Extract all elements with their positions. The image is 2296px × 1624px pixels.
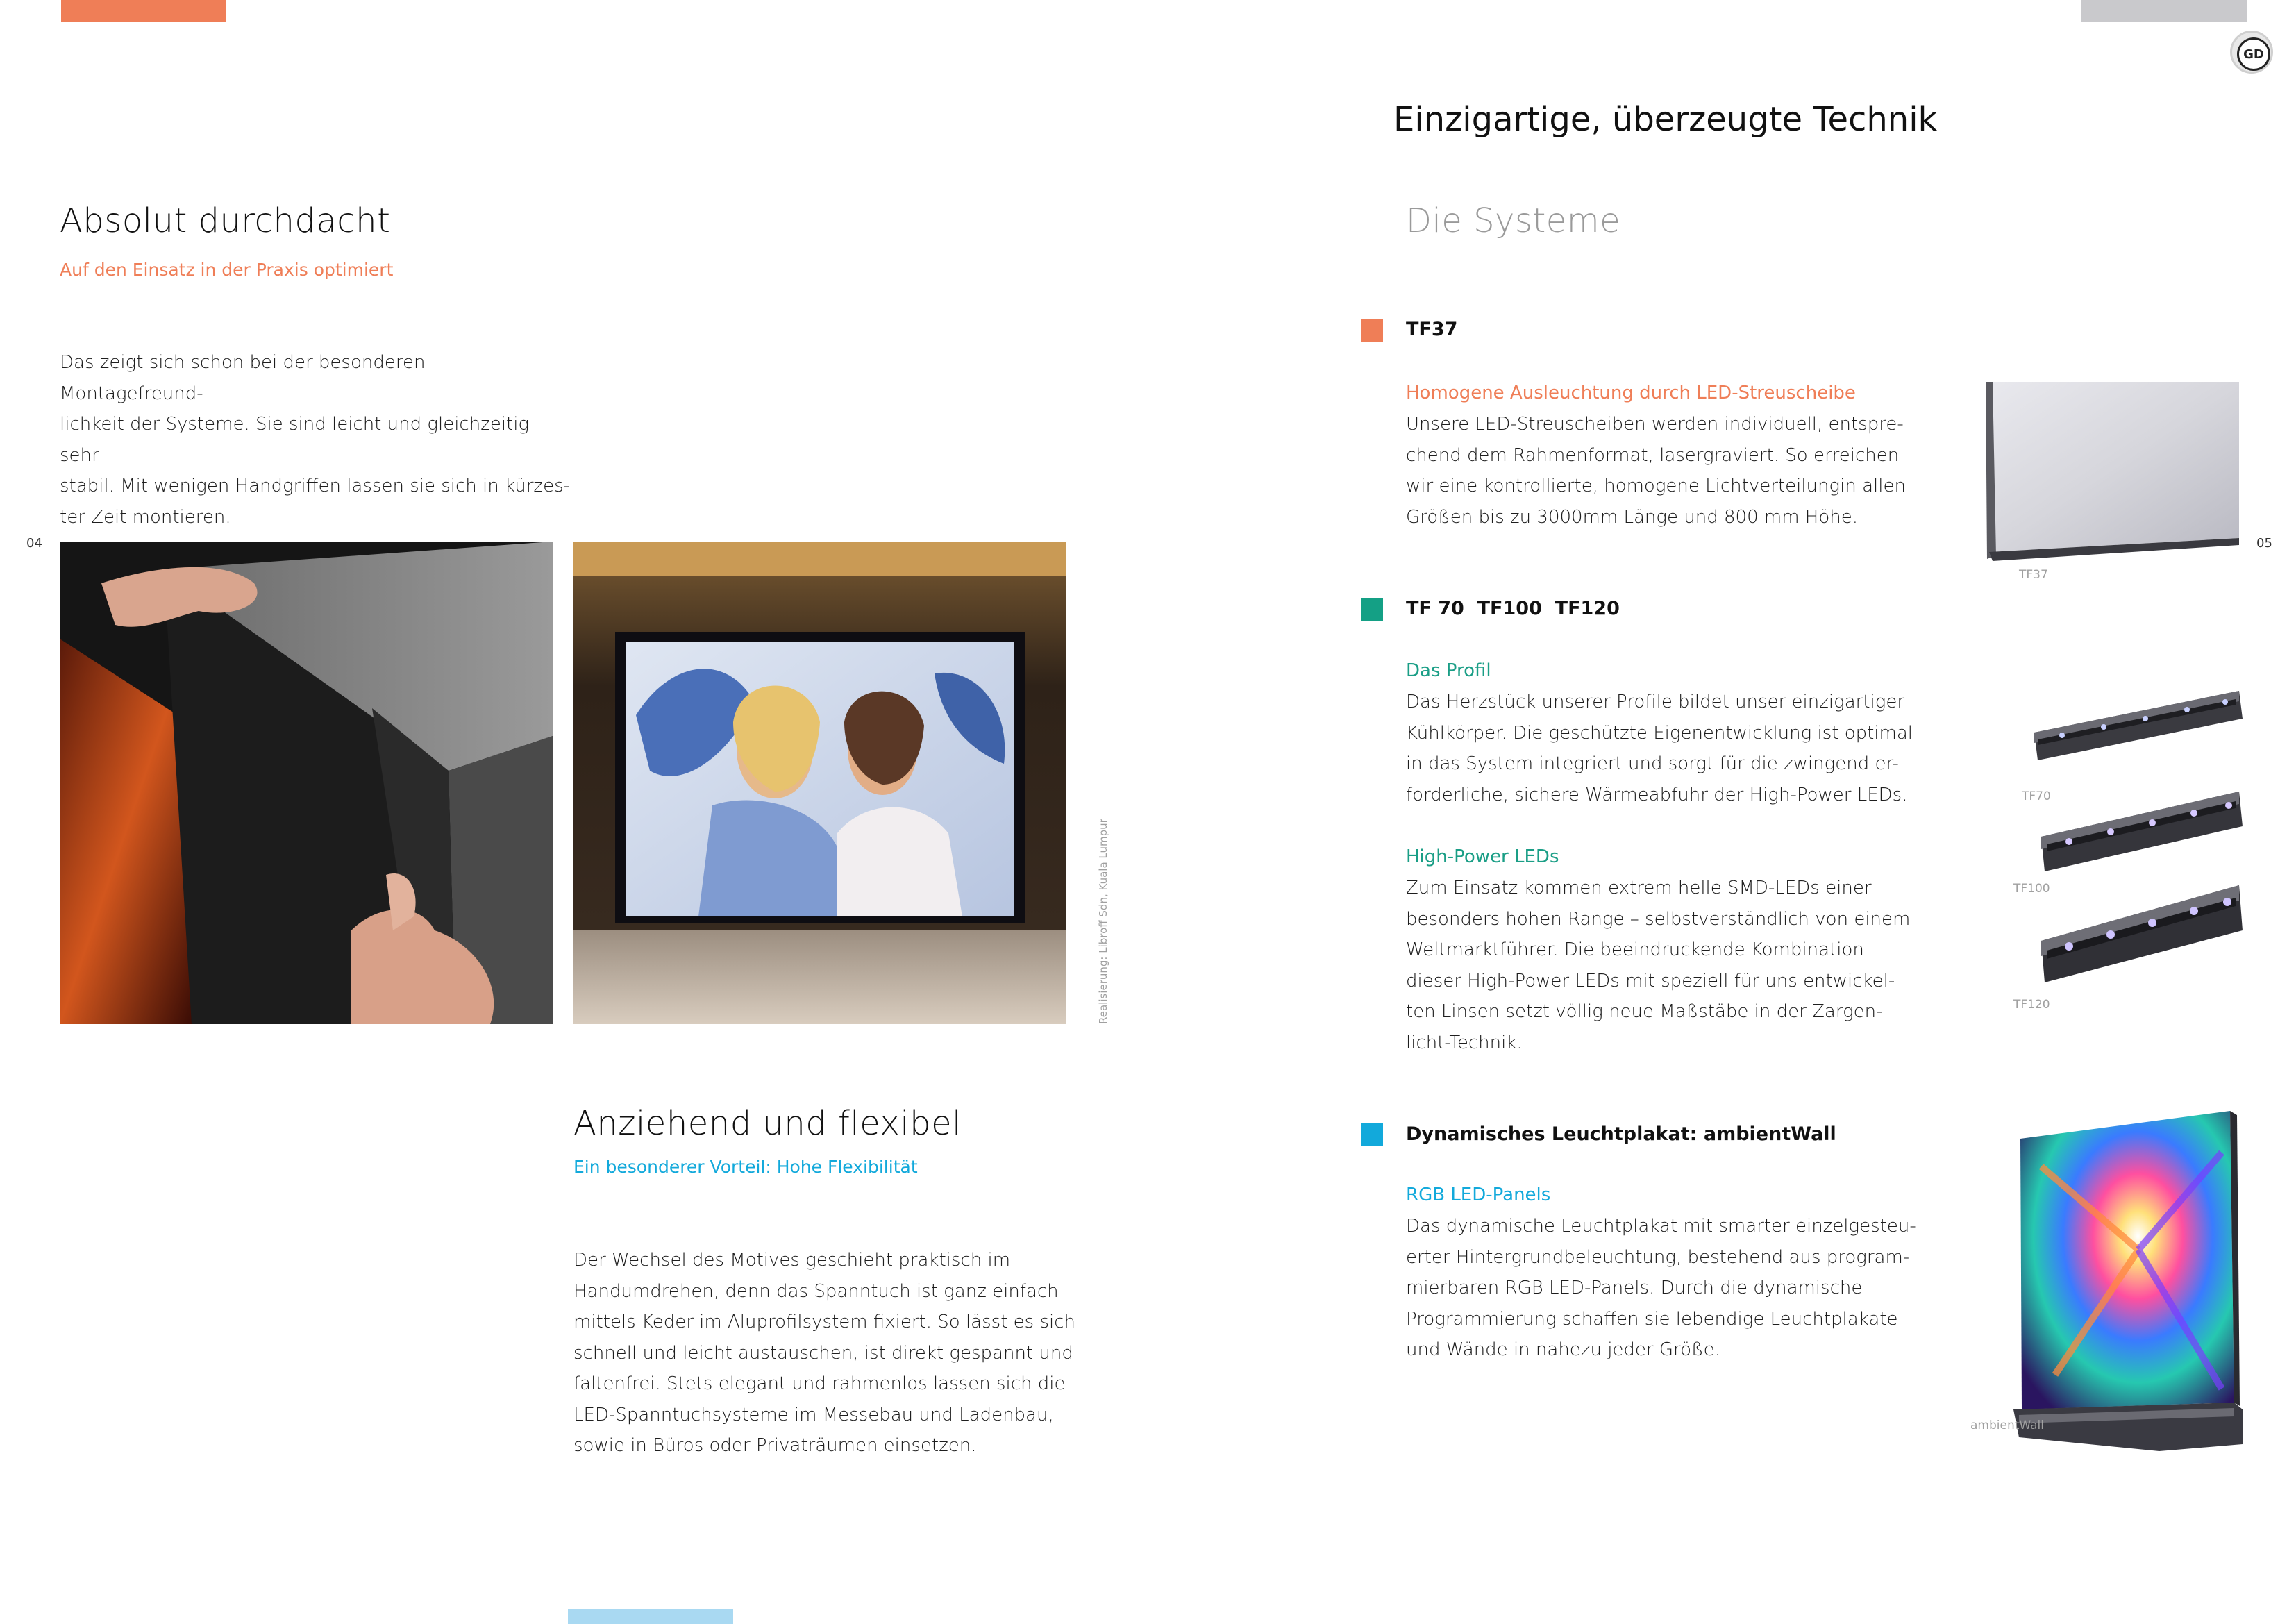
text-line: Das zeigt sich schon bei der besonderen Montagefreund-	[60, 352, 426, 404]
system-heading-high-power-leds: High-Power LEDs	[1406, 846, 1559, 867]
text-line: mittels Keder im Aluprofilsystem fixiert. So lässt es sich	[573, 1312, 1075, 1332]
section-subtitle-praxis: Auf den Einsatz in der Praxis optimiert	[60, 260, 394, 280]
photo-credit: Realisierung: Libroff Sdn, Kuala Lumpur	[1097, 819, 1109, 1024]
text-line: dieser High-Power LEDs mit speziell für uns entwickel-	[1406, 970, 1895, 991]
system-body-high-power-leds	[1406, 873, 1934, 1058]
text-line: Das Herzstück unserer Profile bildet unser einzigartiger	[1406, 692, 1905, 712]
system-body-profil	[1406, 687, 1934, 810]
product-image-tf37	[1979, 382, 2243, 562]
section-title-absolut: Absolut durchdacht	[60, 201, 391, 240]
product-image-ambientwall	[2013, 1111, 2243, 1451]
text-line: mierbaren RGB LED-Panels. Durch die dynamische	[1406, 1278, 1863, 1298]
text-line: in das System integriert und sorgt für die zwingend er-	[1406, 753, 1899, 774]
text-line: besonders hohen Range – selbstverständlich von einem	[1406, 908, 1911, 930]
text-line: Zum Einsatz kommen extrem helle SMD-LEDs einer	[1406, 878, 1872, 898]
text-line: ter Zeit montieren.	[60, 506, 231, 528]
text-line: lichkeit der Systeme. Sie sind leicht und gleichzeitig sehr	[60, 414, 530, 466]
product-image-tf100	[2041, 785, 2243, 871]
text-line: chend dem Rahmenformat, lasergraviert. So erreichen	[1406, 444, 1900, 466]
text-line: Unsere LED-Streuscheiben werden individuell, entspre-	[1406, 414, 1904, 435]
section-title-systeme: Die Systeme	[1406, 201, 1621, 240]
page-headline: Einzigartige, überzeugte Technik	[1393, 100, 1938, 139]
text-line: Größen bis zu 3000mm Länge und 800 mm Höhe.	[1406, 506, 1859, 528]
section-subtitle-flexibilitaet: Ein besonderer Vorteil: Hohe Flexibilität	[573, 1157, 918, 1177]
teal-square-marker	[1361, 598, 1383, 621]
page-number-right: 05	[2256, 536, 2272, 551]
text-line: sowie in Büros oder Privaträumen einsetzen.	[573, 1435, 977, 1456]
product-image-tf70	[2034, 684, 2243, 760]
text-line: Das dynamische Leuchtplakat mit smarter einzelgesteu-	[1406, 1216, 1916, 1237]
caption-tf37: TF37	[2019, 568, 2048, 582]
system-title-tf37: TF37	[1406, 319, 1458, 340]
photo-mounting-hands	[60, 542, 553, 1024]
section-title-anziehend: Anziehend und flexibel	[573, 1104, 962, 1143]
text-line: Programmierung schaffen sie lebendige Leuchtplakate	[1406, 1308, 1898, 1330]
text-line: und Wände in nahezu jeder Größe.	[1406, 1339, 1720, 1360]
system-heading-profil: Das Profil	[1406, 660, 1491, 681]
text-line: schnell und leicht austauschen, ist direkt gespannt und	[573, 1342, 1073, 1364]
system-title-tf70-100-120: TF 70 TF100 TF120	[1406, 598, 1620, 619]
page-number-left: 04	[26, 536, 42, 551]
orange-tab	[61, 0, 226, 22]
section-body-anziehend	[573, 1245, 1087, 1462]
blue-square-marker	[1361, 1123, 1383, 1146]
caption-tf120: TF120	[2013, 998, 2050, 1012]
section-body-absolut	[60, 347, 573, 533]
gd-logo	[2230, 31, 2273, 74]
text-line: LED-Spanntuchsysteme im Messebau und Ladenbau,	[573, 1404, 1054, 1425]
text-line: erter Hintergrundbeleuchtung, bestehend aus program-	[1406, 1246, 1910, 1268]
text-line: ten Linsen setzt völlig neue Maßstäbe in der Zargen-	[1406, 1001, 1883, 1022]
lightblue-tab	[568, 1609, 733, 1624]
system-body-tf37	[1406, 409, 1934, 533]
caption-tf100: TF100	[2013, 882, 2050, 896]
orange-square-marker	[1361, 319, 1383, 342]
caption-ambientwall: ambientWall	[1970, 1418, 2044, 1432]
system-body-ambientwall	[1406, 1211, 1934, 1366]
text-line: forderliche, sichere Wärmeabfuhr der High-Power LEDs.	[1406, 784, 1908, 805]
system-heading-rgb-led-panels: RGB LED-Panels	[1406, 1184, 1551, 1205]
gray-tab	[2081, 0, 2247, 22]
gd-logo-mark: GD	[2237, 37, 2270, 71]
text-line: wir eine kontrollierte, homogene Lichtverteilungin allen	[1406, 476, 1906, 496]
product-image-tf120	[2041, 878, 2243, 982]
system-title-ambientwall: Dynamisches Leuchtplakat: ambientWall	[1406, 1123, 1836, 1145]
text-line: Kühlkörper. Die geschützte Eigenentwicklung ist optimal	[1406, 722, 1913, 744]
photo-lightbox-mall	[573, 542, 1066, 1024]
text-line: Der Wechsel des Motives geschieht praktisch im	[573, 1250, 1011, 1271]
system-heading-streuscheibe: Homogene Ausleuchtung durch LED-Streuscheibe	[1406, 383, 1856, 403]
text-line: stabil. Mit wenigen Handgriffen lassen sie sich in kürzes-	[60, 476, 570, 496]
text-line: licht-Technik.	[1406, 1032, 1523, 1053]
text-line: Weltmarktführer. Die beeindruckende Kombination	[1406, 939, 1864, 960]
text-line: Handumdrehen, denn das Spanntuch ist ganz einfach	[573, 1280, 1059, 1302]
text-line: faltenfrei. Stets elegant und rahmenlos lassen sich die	[573, 1373, 1066, 1394]
caption-tf70: TF70	[2022, 789, 2051, 803]
